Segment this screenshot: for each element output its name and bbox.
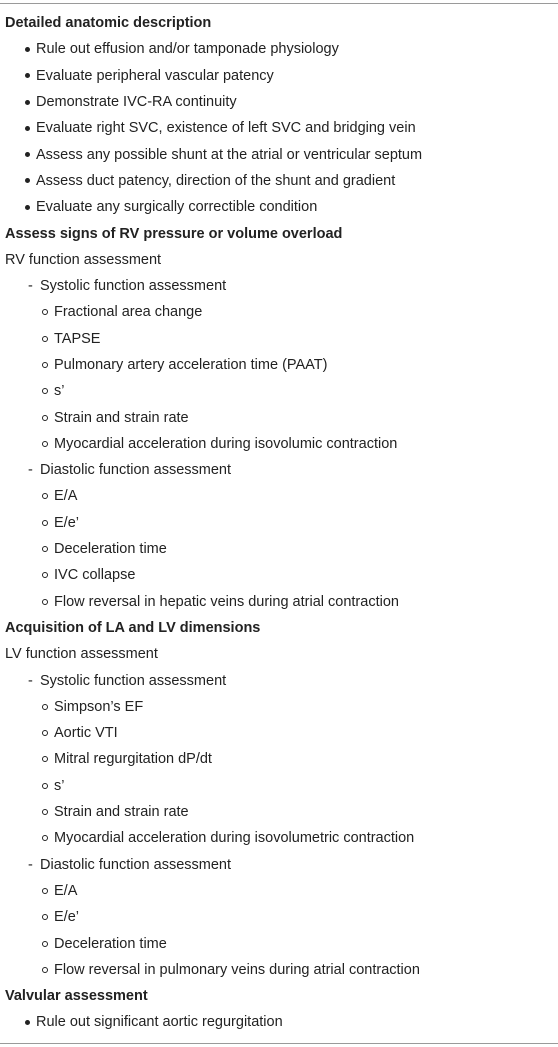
item-text: Diastolic function assessment bbox=[40, 462, 231, 479]
bullet-circle-icon bbox=[42, 546, 48, 552]
list-item bbox=[0, 115, 558, 141]
list-item bbox=[0, 510, 558, 536]
list-item bbox=[0, 589, 558, 615]
item-text: Evaluate peripheral vascular patency bbox=[36, 67, 274, 84]
bullet-circle-icon bbox=[42, 336, 48, 342]
bullet-dot-icon bbox=[25, 73, 30, 78]
bullet-circle-icon bbox=[42, 888, 48, 894]
item-text: Acquisition of LA and LV dimensions bbox=[5, 619, 261, 636]
bullet-circle-icon bbox=[42, 415, 48, 421]
list-item bbox=[0, 168, 558, 194]
bullet-dot-icon bbox=[25, 100, 30, 105]
list-item bbox=[0, 1009, 558, 1035]
dash-marker: - bbox=[28, 278, 33, 295]
item-text: Flow reversal in pulmonary veins during atrial contraction bbox=[54, 961, 420, 978]
item-text: Detailed anatomic description bbox=[5, 15, 212, 32]
list-item bbox=[0, 562, 558, 588]
list-item bbox=[0, 536, 558, 562]
item-text: Systolic function assessment bbox=[40, 278, 227, 295]
item-text: Rule out effusion and/or tamponade physiology bbox=[36, 41, 339, 58]
section-heading bbox=[0, 983, 558, 1009]
list-item bbox=[0, 457, 558, 483]
list-item bbox=[0, 299, 558, 325]
dash-marker: - bbox=[28, 856, 33, 873]
list-item bbox=[0, 957, 558, 983]
list-item bbox=[0, 483, 558, 509]
table-bottom-rule bbox=[0, 1043, 558, 1044]
item-text: Mitral regurgitation dP/dt bbox=[54, 751, 212, 768]
item-text: Rule out significant aortic regurgitation bbox=[36, 1014, 283, 1031]
item-text: Diastolic function assessment bbox=[40, 856, 231, 873]
item-text: E/e’ bbox=[54, 514, 79, 531]
list-item bbox=[0, 852, 558, 878]
item-text: Assess any possible shunt at the atrial or ventricular septum bbox=[36, 146, 423, 163]
item-text: Strain and strain rate bbox=[54, 409, 189, 426]
dash-marker: - bbox=[28, 672, 33, 689]
bullet-circle-icon bbox=[42, 599, 48, 605]
bullet-circle-icon bbox=[42, 362, 48, 368]
bullet-circle-icon bbox=[42, 520, 48, 526]
item-text: IVC collapse bbox=[54, 567, 136, 584]
item-text: Myocardial acceleration during isovolumic contraction bbox=[54, 435, 398, 452]
bullet-circle-icon bbox=[42, 809, 48, 815]
item-text: TAPSE bbox=[54, 330, 101, 347]
bullet-circle-icon bbox=[42, 572, 48, 578]
item-text: RV function assessment bbox=[5, 251, 162, 268]
bullet-circle-icon bbox=[42, 756, 48, 762]
item-text: Fractional area change bbox=[54, 304, 203, 321]
item-text: E/e’ bbox=[54, 909, 79, 926]
item-text: Deceleration time bbox=[54, 935, 167, 952]
bullet-dot-icon bbox=[25, 205, 30, 210]
item-text: s’ bbox=[54, 383, 65, 400]
item-text: Simpson’s EF bbox=[54, 698, 144, 715]
dash-marker: - bbox=[28, 462, 33, 479]
item-text: Evaluate any surgically correctible condition bbox=[36, 199, 318, 216]
item-text: LV function assessment bbox=[5, 646, 158, 663]
list-item bbox=[0, 773, 558, 799]
list-item bbox=[0, 904, 558, 930]
list-item bbox=[0, 352, 558, 378]
list-item bbox=[0, 89, 558, 115]
bullet-dot-icon bbox=[25, 1020, 30, 1025]
section-heading bbox=[0, 10, 558, 36]
section-heading bbox=[0, 220, 558, 246]
item-text: Myocardial acceleration during isovolumetric contraction bbox=[54, 830, 415, 847]
item-text: E/A bbox=[54, 882, 78, 899]
section-heading bbox=[0, 615, 558, 641]
bullet-circle-icon bbox=[42, 783, 48, 789]
item-text: Valvular assessment bbox=[5, 988, 148, 1005]
list-item bbox=[0, 878, 558, 904]
bullet-circle-icon bbox=[42, 309, 48, 315]
item-text: Flow reversal in hepatic veins during atrial contraction bbox=[54, 593, 399, 610]
list-item bbox=[0, 63, 558, 89]
table-top-rule bbox=[0, 3, 558, 4]
item-text: s’ bbox=[54, 777, 65, 794]
bullet-dot-icon bbox=[25, 126, 30, 131]
bullet-circle-icon bbox=[42, 441, 48, 447]
item-text: Aortic VTI bbox=[54, 725, 118, 742]
bullet-circle-icon bbox=[42, 967, 48, 973]
item-text: Strain and strain rate bbox=[54, 804, 189, 821]
list-item bbox=[0, 641, 558, 667]
item-text: Deceleration time bbox=[54, 541, 167, 558]
bullet-circle-icon bbox=[42, 914, 48, 920]
item-text: Systolic function assessment bbox=[40, 672, 227, 689]
item-text: Assess signs of RV pressure or volume overload bbox=[5, 225, 343, 242]
list-item bbox=[0, 273, 558, 299]
bullet-circle-icon bbox=[42, 835, 48, 841]
list-item bbox=[0, 404, 558, 430]
bullet-dot-icon bbox=[25, 152, 30, 157]
bullet-circle-icon bbox=[42, 730, 48, 736]
list-item bbox=[0, 431, 558, 457]
protocol-list bbox=[0, 10, 558, 1036]
bullet-circle-icon bbox=[42, 493, 48, 499]
list-item bbox=[0, 247, 558, 273]
list-item bbox=[0, 825, 558, 851]
list-item bbox=[0, 194, 558, 220]
list-item bbox=[0, 746, 558, 772]
bullet-circle-icon bbox=[42, 941, 48, 947]
list-item bbox=[0, 667, 558, 693]
item-text: Pulmonary artery acceleration time (PAAT) bbox=[54, 357, 328, 373]
item-text: E/A bbox=[54, 488, 78, 505]
list-item bbox=[0, 930, 558, 956]
bullet-circle-icon bbox=[42, 704, 48, 710]
list-item bbox=[0, 694, 558, 720]
item-text: Evaluate right SVC, existence of left SVC and bridging vein bbox=[36, 120, 416, 137]
list-item bbox=[0, 720, 558, 746]
list-item bbox=[0, 36, 558, 62]
list-item bbox=[0, 326, 558, 352]
list-item bbox=[0, 799, 558, 825]
list-item bbox=[0, 141, 558, 167]
item-text: Demonstrate IVC-RA continuity bbox=[36, 94, 237, 111]
item-text: Assess duct patency, direction of the shunt and gradient bbox=[36, 172, 396, 189]
bullet-dot-icon bbox=[25, 47, 30, 52]
bullet-dot-icon bbox=[25, 178, 30, 183]
bullet-circle-icon bbox=[42, 388, 48, 394]
list-item bbox=[0, 378, 558, 404]
